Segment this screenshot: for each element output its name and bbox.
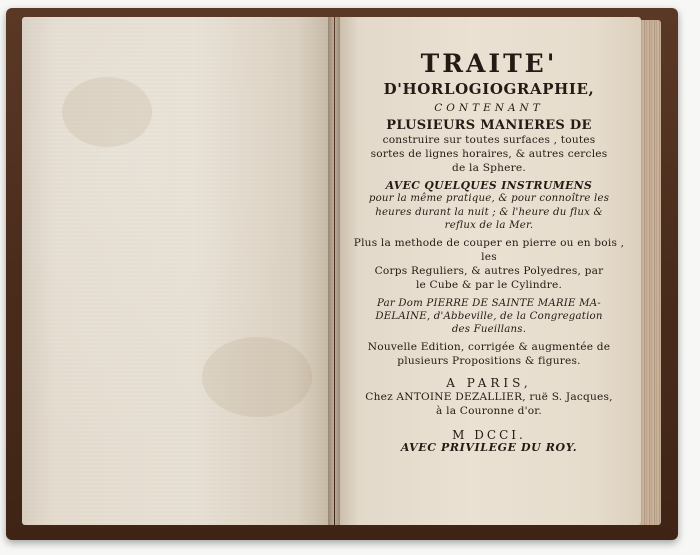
paper-stain	[202, 337, 312, 417]
left-blank-page	[22, 17, 334, 525]
description-line: sortes de lignes horaires, & autres cercles	[370, 147, 608, 160]
publisher-line: Chez ANTOINE DEZALLIER, ruë S. Jacques,	[365, 390, 613, 403]
instruments-line: reflux de la Mer.	[444, 220, 534, 232]
instruments-line: heures durant la nuit ; & l'heure du flux &	[375, 206, 603, 218]
containing-label: CONTENANT	[434, 102, 544, 114]
publisher-line: à la Couronne d'or.	[436, 404, 542, 417]
publication-year: M DCCI.	[452, 427, 526, 442]
book-gutter	[328, 17, 340, 525]
author-line: des Fueillans.	[451, 324, 527, 336]
method-line: Corps Reguliers, & autres Polyedres, par	[374, 264, 604, 277]
edition-line: plusieurs Propositions & figures.	[397, 354, 581, 367]
royal-privilege: AVEC PRIVILEGE DU ROY.	[400, 441, 578, 455]
book-title: TRAITE'	[420, 49, 558, 78]
edition-line: Nouvelle Edition, corrigée & augmentée de	[367, 340, 611, 353]
book-subtitle: D'HORLOGIOGRAPHIE,	[383, 79, 595, 98]
publication-place: A PARIS,	[446, 375, 532, 390]
instruments-heading: AVEC QUELQUES INSTRUMENS	[385, 178, 593, 192]
method-line: le Cube & par le Cylindre.	[415, 278, 563, 291]
description-line: construire sur toutes surfaces , toutes	[382, 134, 596, 146]
author-line: DELAINE, d'Abbeville, de la Congregation	[375, 311, 603, 322]
description-line: de la Sphere.	[452, 161, 526, 174]
instruments-line: pour la même pratique, & pour connoître les	[368, 193, 610, 205]
author-line: Par Dom PIERRE DE SAINTE MARIE MA-	[377, 297, 601, 309]
title-page	[349, 50, 629, 455]
method-line: Plus la methode de couper en pierre ou en bois , les	[353, 236, 625, 263]
paper-stain	[62, 77, 152, 147]
section-heading: PLUSIEURS MANIERES DE	[386, 118, 592, 134]
